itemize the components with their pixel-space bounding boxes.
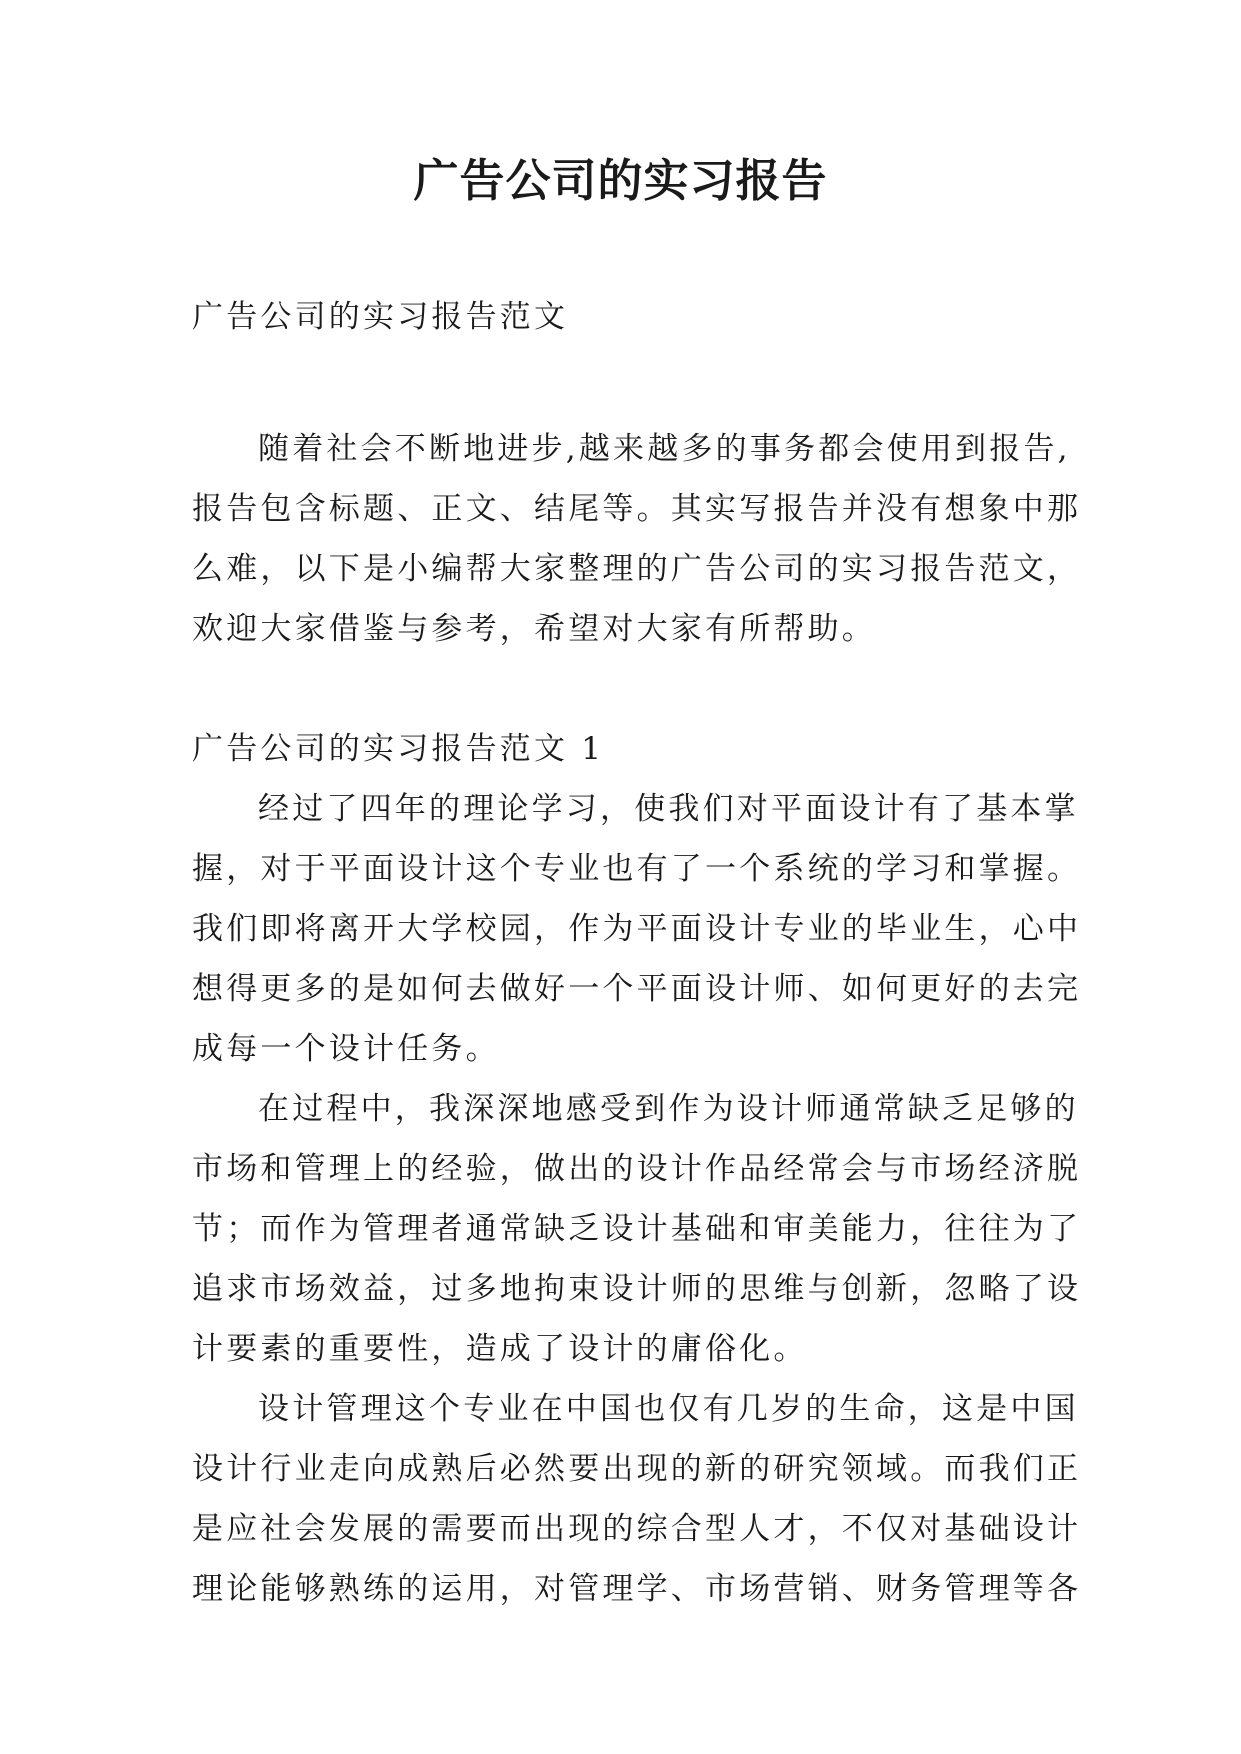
section-heading: 广告公司的实习报告范文 1: [192, 731, 605, 767]
paragraph-line: 节；而作为管理者通常缺乏设计基础和审美能力，往往为了: [192, 1211, 1082, 1247]
document-body: [192, 287, 1082, 1619]
paragraph-1: [192, 779, 1082, 1079]
paragraph-line: 理论能够熟练的运用，对管理学、市场营销、财务管理等各: [192, 1571, 1082, 1607]
paragraph-line: 握，对于平面设计这个专业也有了一个系统的学习和掌握。: [192, 851, 1082, 887]
paragraph-line: 设计行业走向成熟后必然要出现的新的研究领域。而我们正: [192, 1451, 1082, 1487]
intro-line: 报告包含标题、正文、结尾等。其实写报告并没有想象中那: [192, 491, 1082, 527]
spacer: [192, 659, 1072, 719]
subtitle: 广告公司的实习报告范文: [192, 299, 569, 335]
paragraph-line: 市场和管理上的经验，做出的设计作品经常会与市场经济脱: [192, 1151, 1082, 1187]
paragraph-line: 想得更多的是如何去做好一个平面设计师、如何更好的去完: [192, 971, 1082, 1007]
paragraph-line: 在过程中，我深深地感受到作为设计师通常缺乏足够的: [258, 1091, 1079, 1127]
paragraph-3: [192, 1379, 1082, 1619]
paragraph-line: 经过了四年的理论学习，使我们对平面设计有了基本掌: [258, 791, 1079, 827]
document-title: 广告公司的实习报告: [413, 154, 828, 207]
paragraph-line: 我们即将离开大学校园，作为平面设计专业的毕业生，心中: [192, 911, 1082, 947]
intro-line: 欢迎大家借鉴与参考，希望对大家有所帮助。: [192, 611, 876, 647]
spacer: [192, 347, 1072, 419]
paragraph-line: 成每一个设计任务。: [192, 1031, 500, 1067]
paragraph-line: 追求市场效益，过多地拘束设计师的思维与创新，忽略了设: [192, 1271, 1082, 1307]
paragraph-2: [192, 1079, 1082, 1379]
paragraph-line: 计要素的重要性，造成了设计的庸俗化。: [192, 1331, 808, 1367]
paragraph-line: 是应社会发展的需要而出现的综合型人才，不仅对基础设计: [192, 1511, 1082, 1547]
intro-paragraph: [192, 419, 1082, 659]
intro-line: 随着社会不断地进步,越来越多的事务都会使用到报告,: [258, 431, 1071, 467]
paragraph-line: 设计管理这个专业在中国也仅有几岁的生命，这是中国: [258, 1391, 1079, 1427]
intro-line: 么难，以下是小编帮大家整理的广告公司的实习报告范文，: [192, 551, 1082, 587]
